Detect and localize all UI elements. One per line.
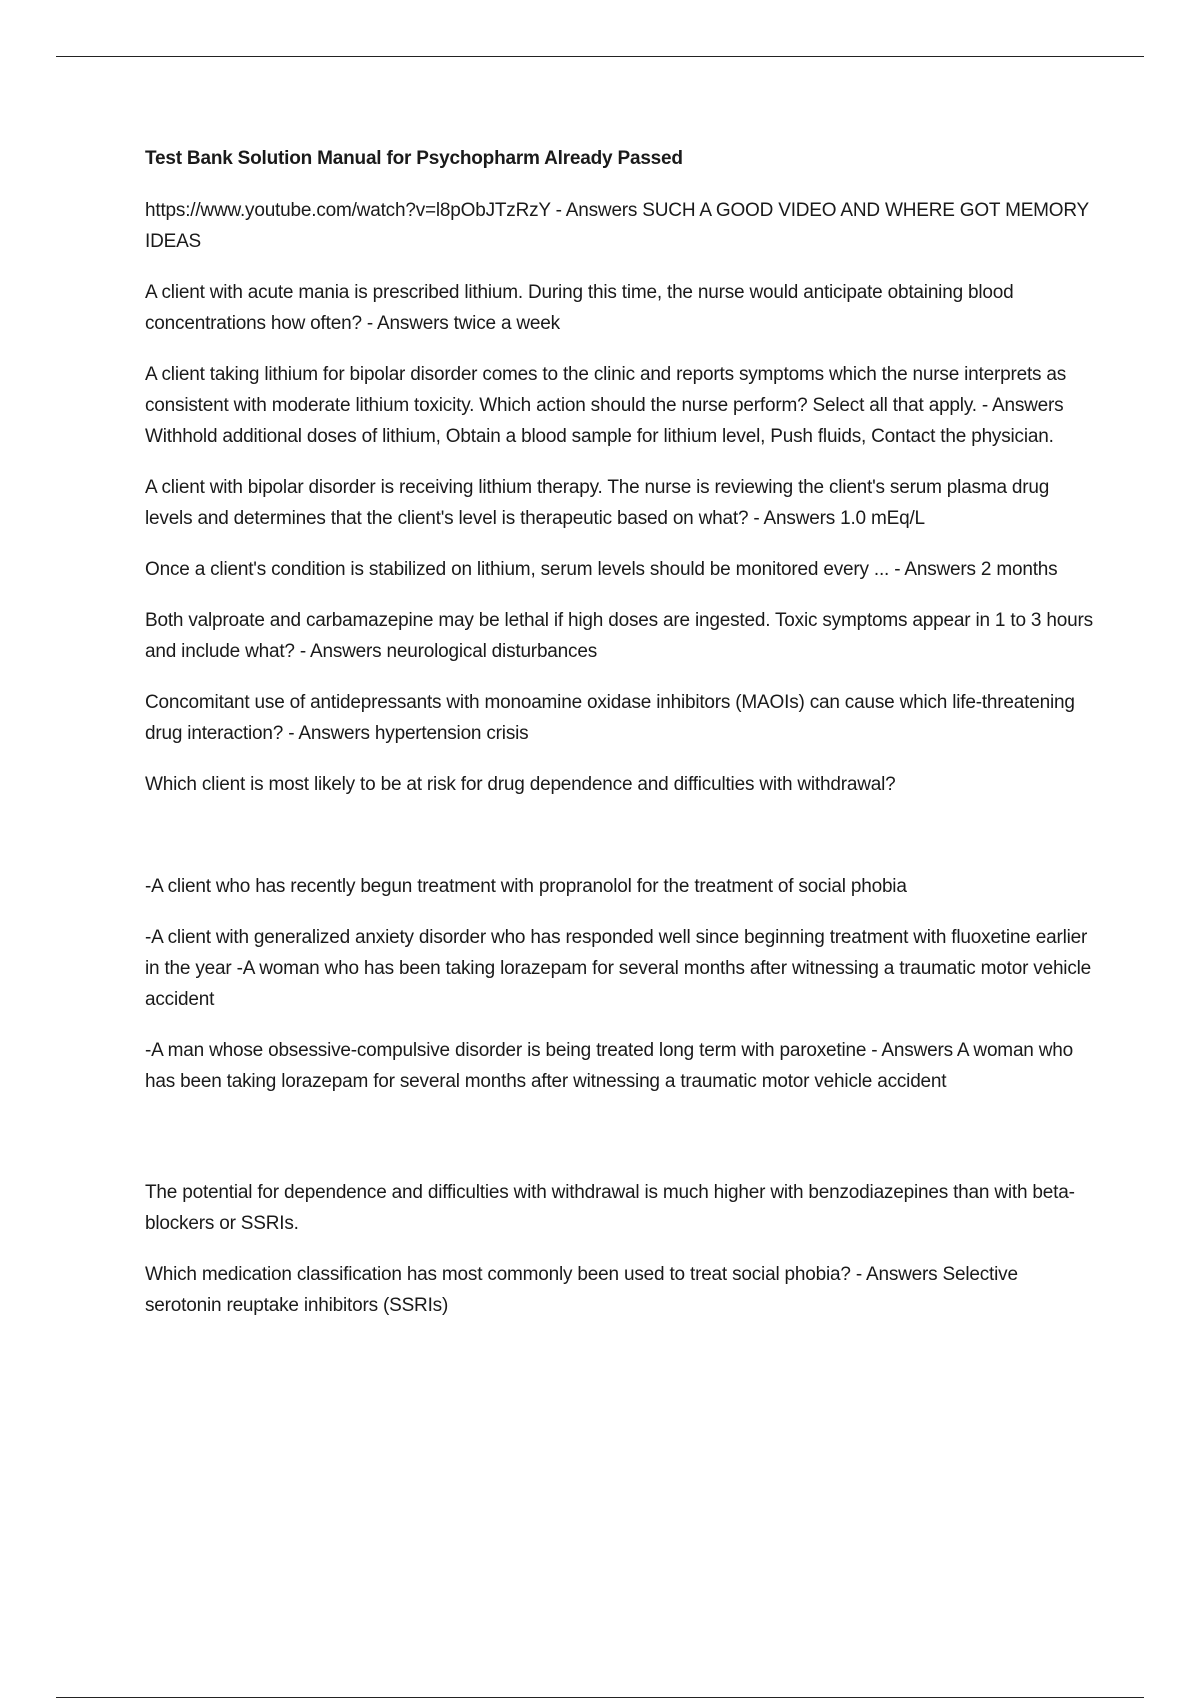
paragraph-therapeutic-level: A client with bipolar disorder is receiving lithium therapy. The nurse is reviewing the client's serum plasma drug levels and determines that the client's level is therapeutic based on what? - Answers 1.0 mEq/L <box>145 477 1050 529</box>
paragraph-option-propranolol: -A client who has recently begun treatment with propranolol for the treatment of social phobia <box>145 876 907 897</box>
paragraph-option-fluoxetine: -A client with generalized anxiety disorder who has responded well since beginning treatment with fluoxetine earlier in the year -A woman who has been taking lorazepam for several months after witnessing a traumatic motor vehicle accident <box>145 927 1092 1010</box>
document-body <box>145 143 1093 1341</box>
paragraph-monitoring: Once a client's condition is stabilized on lithium, serum levels should be monitored every ... - Answers 2 months <box>145 559 1058 580</box>
paragraph-lithium-toxicity: A client taking lithium for bipolar disorder comes to the clinic and reports symptoms which the nurse interprets as consistent with moderate lithium toxicity. Which action should the nurse perform? Select all that apply. - Answers Withhold additional doses of lithium, Obtain a blood sample for lithium level, Push fluids, Contact the physician. <box>145 364 1067 447</box>
paragraph-benzodiazepine-note: The potential for dependence and difficulties with withdrawal is much higher with benzodiazepines than with beta-blockers or SSRIs. <box>145 1182 1075 1234</box>
paragraph-lithium-frequency: A client with acute mania is prescribed lithium. During this time, the nurse would anticipate obtaining blood concentrations how often? - Answers twice a week <box>145 282 1014 334</box>
paragraph-social-phobia: Which medication classification has most commonly been used to treat social phobia? - Answers Selective serotonin reuptake inhibitors (SSRIs) <box>145 1264 1018 1316</box>
paragraph-valproate: Both valproate and carbamazepine may be lethal if high doses are ingested. Toxic symptoms appear in 1 to 3 hours and include what? - Answers neurological disturbances <box>145 610 1093 662</box>
paragraph-option-paroxetine: -A man whose obsessive-compulsive disorder is being treated long term with paroxetine - Answers A woman who has been taking lorazepam for several months after witnessing a traumatic motor vehicle accident <box>145 1040 1074 1092</box>
document-title: Test Bank Solution Manual for Psychopharm Already Passed <box>145 148 683 169</box>
paragraph-maoi: Concomitant use of antidepressants with monoamine oxidase inhibitors (MAOIs) can cause which life-threatening drug interaction? - Answers hypertension crisis <box>145 692 1075 744</box>
paragraph-dependence-question: Which client is most likely to be at risk for drug dependence and difficulties with withdrawal? <box>145 774 896 795</box>
top-divider <box>56 56 1144 57</box>
bottom-divider <box>56 1697 1144 1698</box>
paragraph-video-link: https://www.youtube.com/watch?v=l8pObJTzRzY - Answers SUCH A GOOD VIDEO AND WHERE GOT MEMORY IDEAS <box>145 200 1089 252</box>
